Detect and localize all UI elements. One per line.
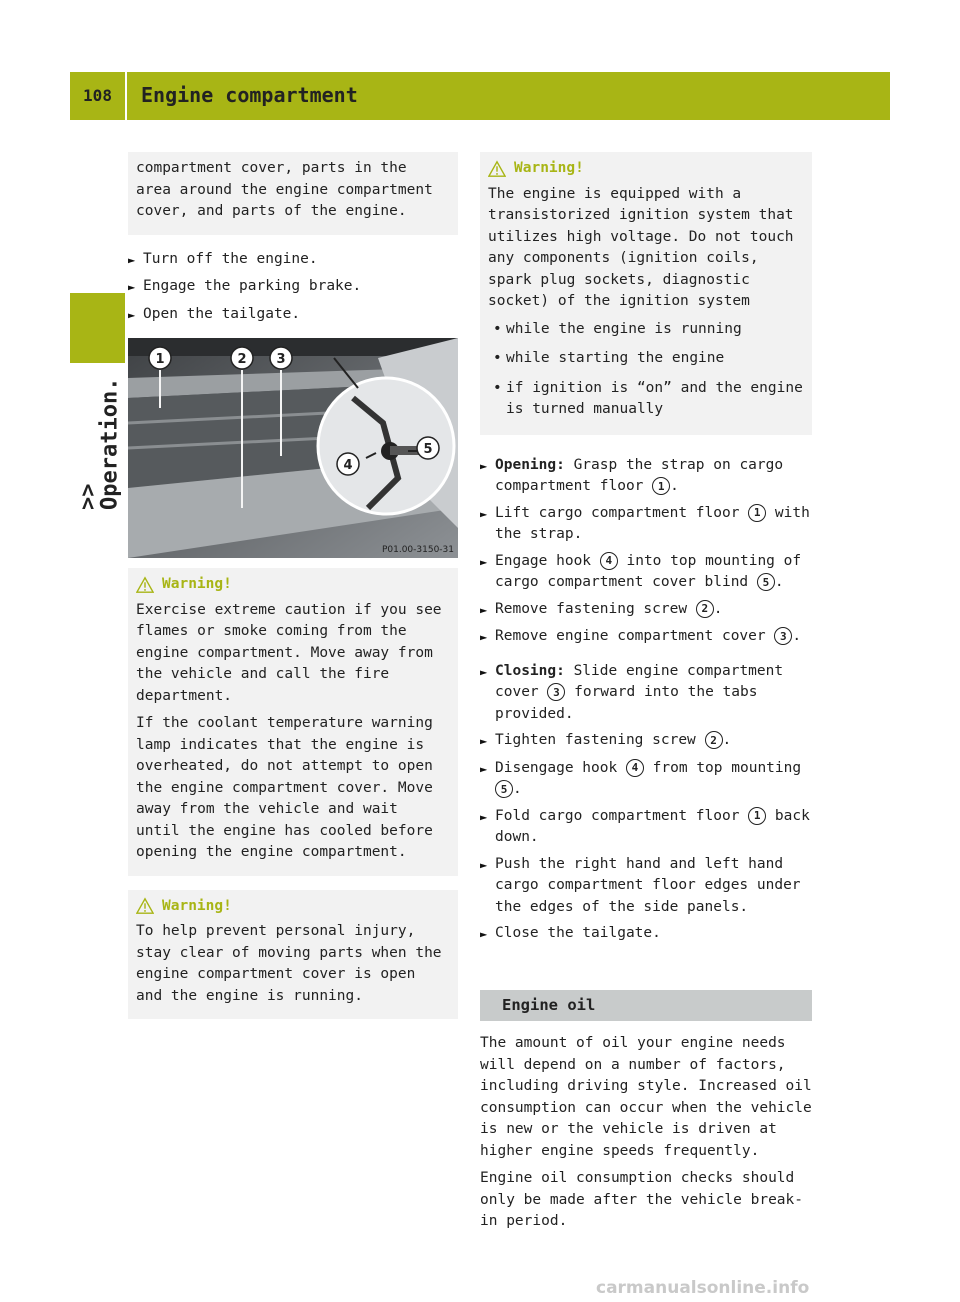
step-arrow-icon: ►: [480, 506, 488, 521]
warning-text: The engine is equipped with a transistorized ignition system that utilizes high voltage. Do not touch any components (ignition coils, spark plug sockets, diagnostic socket) of the ignition system: [488, 185, 794, 309]
step-item: ► Disengage hook 4 from top mounting 5 .: [480, 758, 812, 801]
step-item: ► Open the tailgate.: [128, 304, 458, 327]
page-header: [70, 72, 890, 120]
step-item: ► Remove fastening screw 2 .: [480, 599, 812, 622]
callout-number: 1: [748, 504, 766, 522]
step-arrow-icon: ►: [480, 602, 488, 617]
photo-callout-3: 3: [276, 352, 286, 367]
continued-warning-text: compartment cover, parts in the area around the engine compartment cover, and parts of the engine.: [136, 160, 433, 219]
photo-callout-4: 4: [343, 458, 353, 473]
step-arrow-icon: ►: [480, 734, 488, 748]
warning-triangle-icon: [136, 897, 154, 915]
warning-title: Warning!: [162, 576, 232, 592]
step-arrow-icon: ►: [480, 927, 488, 941]
watermark: carmanualsonline.info: [596, 1278, 810, 1298]
continued-warning-box: [128, 152, 458, 235]
step-arrow-icon: ►: [480, 630, 488, 644]
photo-callout-2: 2: [237, 352, 247, 367]
step-item: ► Fold cargo compartment floor 1 back down.: [480, 806, 812, 849]
left-column: [128, 152, 458, 1019]
section-heading-engine-oil: Engine oil: [480, 990, 812, 1022]
step-arrow-icon: ►: [480, 554, 488, 569]
warning-box-moving-parts: [128, 890, 458, 1020]
step-arrow-icon: ►: [480, 458, 488, 473]
callout-number: 1: [652, 477, 670, 495]
warning-text: To help prevent personal injury, stay clear of moving parts when the engine compartment cover is open and the engine is running.: [136, 923, 442, 1004]
step-item: ► Lift cargo compartment floor 1 with the strap.: [480, 503, 812, 546]
step-item: ► Turn off the engine.: [128, 249, 458, 272]
warning-text: Exercise extreme caution if you see flames or smoke coming from the engine compartment. Move away from the vehicle and call the fire department.: [136, 601, 442, 704]
engine-compartment-illustration: [128, 338, 458, 558]
warning-triangle-icon: [488, 160, 506, 178]
step-arrow-icon: ►: [128, 307, 136, 322]
step-item: ► Opening: Grasp the strap on cargo compartment floor 1 .: [480, 455, 812, 498]
callout-number: 2: [696, 600, 714, 618]
step-arrow-icon: ►: [480, 857, 488, 872]
page-title: Engine compartment: [141, 83, 358, 108]
warning-triangle-icon: [136, 576, 154, 594]
right-column: [480, 152, 812, 1239]
photo-callout-1: 1: [155, 352, 165, 367]
step-item: ► Engage hook 4 into top mounting of cargo compartment cover blind 5 .: [480, 551, 812, 594]
step-item: ► Tighten fastening screw 2 .: [480, 730, 812, 753]
callout-number: 4: [626, 759, 644, 777]
warning-box-fire: [128, 568, 458, 876]
engine-compartment-photo: [128, 338, 458, 558]
warning-title: Warning!: [162, 897, 232, 914]
callout-number: 5: [757, 573, 775, 591]
body-paragraph: Engine oil consumption checks should only be made after the vehicle break-in period.: [480, 1170, 804, 1229]
warning-box-ignition: [480, 152, 812, 435]
step-item: ► Push the right hand and left hand cargo compartment floor edges under the edges of the side panels.: [480, 854, 812, 919]
list-item: • while the engine is running: [506, 319, 804, 341]
step-arrow-icon: ►: [128, 252, 136, 267]
warning-text: If the coolant temperature warning lamp indicates that the engine is overheated, do not attempt to open the engine compartment cover. Move away from the vehicle and wait until the engine has cooled before opening the engine compartment.: [136, 715, 433, 860]
step-item: ► Remove engine compartment cover 3 .: [480, 626, 812, 649]
page-number: 108: [70, 72, 127, 120]
step-item: ► Engage the parking brake.: [128, 276, 458, 299]
callout-number: 1: [748, 807, 766, 825]
step-item: ► Close the tailgate.: [480, 923, 812, 946]
body-paragraph: The amount of oil your engine needs will depend on a number of factors, including driving style. Increased oil consumption can occur when the vehicle is new or the vehicle is driven at higher engine speeds frequently.: [480, 1035, 812, 1159]
step-item: ► Closing: Slide engine compartment cover 3 forward into the tabs provided.: [480, 661, 812, 726]
step-arrow-icon: ►: [480, 809, 488, 824]
callout-number: 5: [495, 780, 513, 798]
step-arrow-icon: ►: [480, 664, 488, 679]
photo-code: P01.00-3150-31: [381, 545, 454, 555]
sidebar-tab: [70, 293, 125, 363]
list-item: • while starting the engine: [506, 348, 804, 370]
callout-number: 4: [600, 552, 618, 570]
step-arrow-icon: ►: [480, 761, 488, 776]
warning-bullet-list: [488, 319, 804, 421]
list-item: • if ignition is “on” and the engine is turned manually: [506, 378, 804, 421]
callout-number: 3: [547, 683, 565, 701]
photo-callout-5: 5: [423, 442, 433, 457]
callout-number: 3: [774, 627, 792, 645]
step-arrow-icon: ►: [128, 280, 136, 294]
warning-title: Warning!: [514, 160, 584, 176]
callout-number: 2: [705, 731, 723, 749]
sidebar-section-label: >> Operation.: [76, 377, 123, 510]
